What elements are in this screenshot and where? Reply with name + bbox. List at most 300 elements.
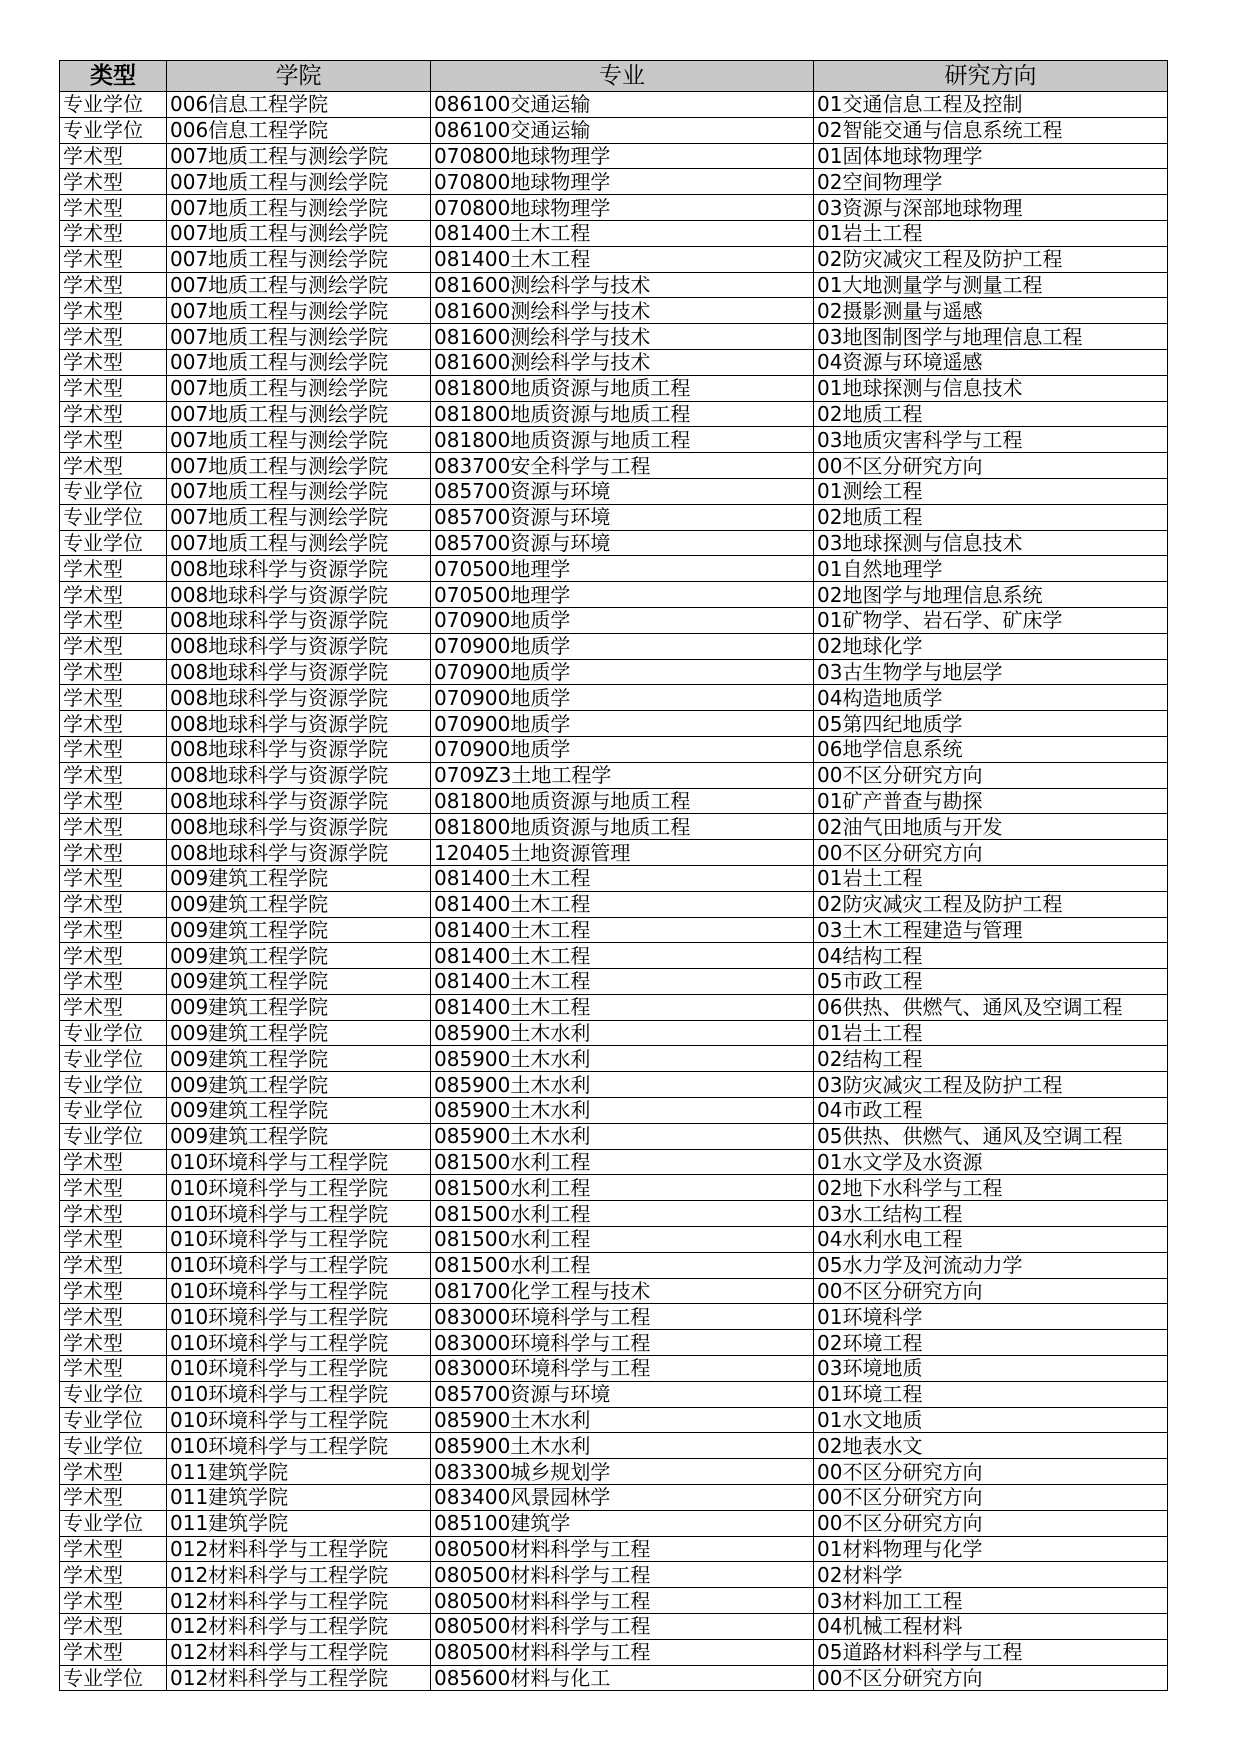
cell-major: 081400土木工程 [431,994,814,1020]
cell-college: 008地球科学与资源学院 [167,607,431,633]
cell-type: 学术型 [60,1614,167,1640]
cell-type: 学术型 [60,685,167,711]
cell-major: 081500水利工程 [431,1227,814,1253]
table-row [60,582,1168,608]
cell-research-direction: 00不区分研究方向 [814,1485,1168,1511]
cell-college: 007地质工程与测绘学院 [167,195,431,221]
table-row [60,1175,1168,1201]
cell-major: 120405土地资源管理 [431,840,814,866]
cell-type: 学术型 [60,1485,167,1511]
table-row [60,840,1168,866]
cell-college: 010环境科学与工程学院 [167,1330,431,1356]
cell-major: 070900地质学 [431,607,814,633]
cell-type: 学术型 [60,1175,167,1201]
cell-college: 009建筑工程学院 [167,917,431,943]
table-row [60,401,1168,427]
cell-major: 070800地球物理学 [431,195,814,221]
cell-research-direction: 03土木工程建造与管理 [814,917,1168,943]
cell-college: 009建筑工程学院 [167,1098,431,1124]
cell-type: 专业学位 [60,1407,167,1433]
table-row [60,1149,1168,1175]
table-row [60,143,1168,169]
table-row [60,1201,1168,1227]
cell-research-direction: 01环境工程 [814,1381,1168,1407]
cell-college: 008地球科学与资源学院 [167,685,431,711]
cell-type: 专业学位 [60,1072,167,1098]
cell-college: 010环境科学与工程学院 [167,1278,431,1304]
table-row [60,633,1168,659]
table-row [60,814,1168,840]
table-row [60,1278,1168,1304]
cell-type: 专业学位 [60,1510,167,1536]
cell-major: 085900土木水利 [431,1020,814,1046]
cell-type: 专业学位 [60,1020,167,1046]
cell-college: 008地球科学与资源学院 [167,736,431,762]
table-row [60,375,1168,401]
cell-research-direction: 01固体地球物理学 [814,143,1168,169]
cell-research-direction: 02摄影测量与遥感 [814,298,1168,324]
table-row [60,607,1168,633]
cell-research-direction: 03材料加工工程 [814,1588,1168,1614]
table-header-row [60,61,1168,92]
cell-college: 010环境科学与工程学院 [167,1433,431,1459]
table-row [60,1356,1168,1382]
cell-type: 专业学位 [60,117,167,143]
table-row [60,1433,1168,1459]
cell-research-direction: 01岩土工程 [814,220,1168,246]
cell-type: 学术型 [60,349,167,375]
table-row [60,298,1168,324]
cell-research-direction: 03资源与深部地球物理 [814,195,1168,221]
cell-type: 学术型 [60,1356,167,1382]
cell-type: 学术型 [60,272,167,298]
cell-major: 081800地质资源与地质工程 [431,788,814,814]
cell-major: 081800地质资源与地质工程 [431,401,814,427]
cell-college: 009建筑工程学院 [167,1072,431,1098]
cell-research-direction: 00不区分研究方向 [814,762,1168,788]
cell-major: 085900土木水利 [431,1407,814,1433]
cell-major: 080500材料科学与工程 [431,1614,814,1640]
cell-research-direction: 03地图制图学与地理信息工程 [814,324,1168,350]
cell-college: 012材料科学与工程学院 [167,1588,431,1614]
cell-type: 专业学位 [60,504,167,530]
table-row [60,1614,1168,1640]
cell-major: 085900土木水利 [431,1433,814,1459]
cell-major: 086100交通运输 [431,92,814,118]
cell-type: 学术型 [60,246,167,272]
cell-major: 085900土木水利 [431,1098,814,1124]
table-row [60,530,1168,556]
cell-major: 081500水利工程 [431,1149,814,1175]
table-row [60,92,1168,118]
table-row [60,711,1168,737]
cell-college: 011建筑学院 [167,1459,431,1485]
cell-type: 学术型 [60,607,167,633]
table-row [60,865,1168,891]
table-row [60,478,1168,504]
cell-college: 007地质工程与测绘学院 [167,298,431,324]
cell-research-direction: 03地质灾害科学与工程 [814,427,1168,453]
cell-college: 010环境科学与工程学院 [167,1201,431,1227]
cell-college: 007地质工程与测绘学院 [167,246,431,272]
cell-college: 009建筑工程学院 [167,865,431,891]
cell-major: 070900地质学 [431,685,814,711]
cell-research-direction: 05供热、供燃气、通风及空调工程 [814,1123,1168,1149]
cell-research-direction: 02油气田地质与开发 [814,814,1168,840]
table-row [60,736,1168,762]
cell-college: 009建筑工程学院 [167,1046,431,1072]
table-row [60,427,1168,453]
cell-type: 学术型 [60,917,167,943]
cell-type: 学术型 [60,814,167,840]
cell-research-direction: 02空间物理学 [814,169,1168,195]
cell-research-direction: 00不区分研究方向 [814,453,1168,479]
cell-major: 085700资源与环境 [431,478,814,504]
cell-type: 专业学位 [60,1098,167,1124]
cell-college: 007地质工程与测绘学院 [167,427,431,453]
cell-college: 008地球科学与资源学院 [167,556,431,582]
cell-major: 085700资源与环境 [431,504,814,530]
table-row [60,1665,1168,1691]
cell-college: 009建筑工程学院 [167,1020,431,1046]
cell-type: 学术型 [60,298,167,324]
cell-research-direction: 01岩土工程 [814,865,1168,891]
cell-type: 学术型 [60,659,167,685]
table-row [60,117,1168,143]
table-row [60,917,1168,943]
cell-research-direction: 03古生物学与地层学 [814,659,1168,685]
cell-major: 081400土木工程 [431,917,814,943]
table-row [60,1072,1168,1098]
cell-research-direction: 04资源与环境遥感 [814,349,1168,375]
cell-research-direction: 01水文地质 [814,1407,1168,1433]
cell-type: 学术型 [60,1278,167,1304]
cell-major: 081400土木工程 [431,865,814,891]
cell-major: 081600测绘科学与技术 [431,324,814,350]
header-college: 学院 [167,61,431,92]
cell-major: 070800地球物理学 [431,143,814,169]
cell-college: 010环境科学与工程学院 [167,1227,431,1253]
table-row [60,1227,1168,1253]
cell-college: 009建筑工程学院 [167,1123,431,1149]
cell-college: 012材料科学与工程学院 [167,1665,431,1691]
cell-major: 081600测绘科学与技术 [431,272,814,298]
cell-college: 008地球科学与资源学院 [167,814,431,840]
cell-college: 006信息工程学院 [167,92,431,118]
cell-type: 学术型 [60,220,167,246]
cell-research-direction: 04水利水电工程 [814,1227,1168,1253]
cell-major: 080500材料科学与工程 [431,1588,814,1614]
cell-research-direction: 02防灾减灾工程及防护工程 [814,246,1168,272]
cell-major: 081800地质资源与地质工程 [431,427,814,453]
cell-research-direction: 06地学信息系统 [814,736,1168,762]
cell-major: 083000环境科学与工程 [431,1304,814,1330]
cell-major: 081600测绘科学与技术 [431,349,814,375]
cell-major: 081500水利工程 [431,1175,814,1201]
table-row [60,324,1168,350]
cell-major: 0709Z3土地工程学 [431,762,814,788]
table-row [60,1639,1168,1665]
cell-type: 学术型 [60,1227,167,1253]
cell-major: 081400土木工程 [431,943,814,969]
cell-college: 010环境科学与工程学院 [167,1304,431,1330]
cell-major: 081400土木工程 [431,246,814,272]
cell-research-direction: 02地质工程 [814,504,1168,530]
cell-college: 008地球科学与资源学院 [167,582,431,608]
cell-major: 081400土木工程 [431,969,814,995]
program-table [59,60,1168,1691]
cell-type: 学术型 [60,736,167,762]
cell-type: 学术型 [60,1562,167,1588]
cell-major: 085900土木水利 [431,1123,814,1149]
cell-type: 学术型 [60,943,167,969]
cell-college: 010环境科学与工程学院 [167,1252,431,1278]
cell-college: 008地球科学与资源学院 [167,788,431,814]
table-row [60,1020,1168,1046]
cell-college: 010环境科学与工程学院 [167,1356,431,1382]
cell-research-direction: 05水力学及河流动力学 [814,1252,1168,1278]
cell-college: 007地质工程与测绘学院 [167,453,431,479]
table-row [60,556,1168,582]
cell-major: 070900地质学 [431,633,814,659]
cell-major: 070900地质学 [431,736,814,762]
cell-college: 010环境科学与工程学院 [167,1381,431,1407]
cell-type: 学术型 [60,1588,167,1614]
cell-type: 专业学位 [60,1123,167,1149]
cell-type: 学术型 [60,840,167,866]
cell-research-direction: 04构造地质学 [814,685,1168,711]
cell-type: 学术型 [60,375,167,401]
cell-college: 012材料科学与工程学院 [167,1639,431,1665]
cell-type: 学术型 [60,1149,167,1175]
cell-type: 学术型 [60,582,167,608]
table-row [60,1485,1168,1511]
cell-major: 086100交通运输 [431,117,814,143]
cell-research-direction: 02地球化学 [814,633,1168,659]
cell-research-direction: 05道路材料科学与工程 [814,1639,1168,1665]
cell-research-direction: 01材料物理与化学 [814,1536,1168,1562]
cell-college: 010环境科学与工程学院 [167,1407,431,1433]
cell-type: 学术型 [60,1639,167,1665]
cell-research-direction: 00不区分研究方向 [814,1459,1168,1485]
cell-research-direction: 04市政工程 [814,1098,1168,1124]
cell-major: 081500水利工程 [431,1201,814,1227]
cell-major: 083700安全科学与工程 [431,453,814,479]
cell-major: 085600材料与化工 [431,1665,814,1691]
cell-research-direction: 03环境地质 [814,1356,1168,1382]
cell-college: 007地质工程与测绘学院 [167,375,431,401]
cell-research-direction: 01大地测量学与测量工程 [814,272,1168,298]
cell-research-direction: 01水文学及水资源 [814,1149,1168,1175]
cell-research-direction: 05市政工程 [814,969,1168,995]
cell-research-direction: 01环境科学 [814,1304,1168,1330]
cell-college: 008地球科学与资源学院 [167,711,431,737]
cell-type: 学术型 [60,143,167,169]
cell-type: 学术型 [60,1304,167,1330]
table-row [60,195,1168,221]
cell-college: 011建筑学院 [167,1510,431,1536]
cell-major: 083000环境科学与工程 [431,1356,814,1382]
cell-college: 009建筑工程学院 [167,994,431,1020]
cell-college: 012材料科学与工程学院 [167,1536,431,1562]
table-row [60,1304,1168,1330]
cell-major: 085900土木水利 [431,1072,814,1098]
cell-research-direction: 02地质工程 [814,401,1168,427]
table-row [60,453,1168,479]
cell-research-direction: 01岩土工程 [814,1020,1168,1046]
cell-college: 007地质工程与测绘学院 [167,401,431,427]
cell-research-direction: 01地球探测与信息技术 [814,375,1168,401]
table-row [60,1098,1168,1124]
cell-college: 007地质工程与测绘学院 [167,272,431,298]
cell-college: 008地球科学与资源学院 [167,762,431,788]
cell-research-direction: 01交通信息工程及控制 [814,92,1168,118]
table-row [60,246,1168,272]
cell-college: 010环境科学与工程学院 [167,1149,431,1175]
cell-research-direction: 02材料学 [814,1562,1168,1588]
cell-type: 学术型 [60,1201,167,1227]
cell-major: 085100建筑学 [431,1510,814,1536]
cell-type: 学术型 [60,1330,167,1356]
cell-type: 学术型 [60,633,167,659]
cell-research-direction: 00不区分研究方向 [814,1665,1168,1691]
table-row [60,969,1168,995]
cell-type: 学术型 [60,762,167,788]
cell-major: 081700化学工程与技术 [431,1278,814,1304]
cell-college: 007地质工程与测绘学院 [167,504,431,530]
table-row [60,994,1168,1020]
cell-type: 学术型 [60,865,167,891]
cell-major: 081400土木工程 [431,891,814,917]
cell-type: 学术型 [60,324,167,350]
cell-major: 083300城乡规划学 [431,1459,814,1485]
cell-type: 学术型 [60,711,167,737]
cell-type: 专业学位 [60,530,167,556]
header-research-direction: 研究方向 [814,61,1168,92]
cell-major: 085700资源与环境 [431,530,814,556]
cell-major: 070900地质学 [431,711,814,737]
cell-research-direction: 02地表水文 [814,1433,1168,1459]
cell-type: 专业学位 [60,478,167,504]
cell-college: 007地质工程与测绘学院 [167,478,431,504]
cell-major: 070800地球物理学 [431,169,814,195]
table-row [60,504,1168,530]
cell-college: 012材料科学与工程学院 [167,1614,431,1640]
cell-research-direction: 02环境工程 [814,1330,1168,1356]
cell-type: 学术型 [60,1459,167,1485]
cell-type: 专业学位 [60,1046,167,1072]
cell-research-direction: 02地下水科学与工程 [814,1175,1168,1201]
header-major: 专业 [431,61,814,92]
cell-research-direction: 01自然地理学 [814,556,1168,582]
cell-type: 学术型 [60,427,167,453]
cell-research-direction: 02结构工程 [814,1046,1168,1072]
cell-college: 007地质工程与测绘学院 [167,530,431,556]
cell-research-direction: 03水工结构工程 [814,1201,1168,1227]
header-type: 类型 [60,61,167,92]
program-table-sheet [59,60,1167,1691]
table-row [60,685,1168,711]
table-row [60,1536,1168,1562]
cell-research-direction: 06供热、供燃气、通风及空调工程 [814,994,1168,1020]
table-row [60,1381,1168,1407]
cell-major: 085700资源与环境 [431,1381,814,1407]
cell-type: 专业学位 [60,1381,167,1407]
cell-type: 学术型 [60,556,167,582]
table-row [60,762,1168,788]
table-row [60,1330,1168,1356]
table-row [60,943,1168,969]
cell-type: 专业学位 [60,1665,167,1691]
cell-type: 专业学位 [60,92,167,118]
cell-major: 070900地质学 [431,659,814,685]
cell-major: 081800地质资源与地质工程 [431,814,814,840]
table-row [60,891,1168,917]
table-row [60,349,1168,375]
cell-college: 007地质工程与测绘学院 [167,349,431,375]
cell-college: 007地质工程与测绘学院 [167,143,431,169]
cell-major: 080500材料科学与工程 [431,1639,814,1665]
cell-research-direction: 03地球探测与信息技术 [814,530,1168,556]
table-row [60,1407,1168,1433]
table-row [60,1588,1168,1614]
cell-type: 学术型 [60,195,167,221]
cell-research-direction: 03防灾减灾工程及防护工程 [814,1072,1168,1098]
cell-major: 085900土木水利 [431,1046,814,1072]
cell-college: 012材料科学与工程学院 [167,1562,431,1588]
cell-college: 006信息工程学院 [167,117,431,143]
cell-college: 008地球科学与资源学院 [167,659,431,685]
cell-college: 007地质工程与测绘学院 [167,220,431,246]
table-row [60,659,1168,685]
table-body [60,92,1168,1691]
table-row [60,1562,1168,1588]
table-row [60,1046,1168,1072]
cell-college: 010环境科学与工程学院 [167,1175,431,1201]
cell-research-direction: 01矿产普查与勘探 [814,788,1168,814]
cell-type: 专业学位 [60,1433,167,1459]
cell-research-direction: 04结构工程 [814,943,1168,969]
table-row [60,1459,1168,1485]
cell-major: 081800地质资源与地质工程 [431,375,814,401]
cell-type: 学术型 [60,969,167,995]
cell-research-direction: 02防灾减灾工程及防护工程 [814,891,1168,917]
cell-type: 学术型 [60,1536,167,1562]
cell-major: 081500水利工程 [431,1252,814,1278]
cell-research-direction: 00不区分研究方向 [814,1510,1168,1536]
cell-major: 080500材料科学与工程 [431,1562,814,1588]
table-row [60,1123,1168,1149]
table-row [60,220,1168,246]
cell-major: 070500地理学 [431,582,814,608]
table-row [60,169,1168,195]
cell-major: 081600测绘科学与技术 [431,298,814,324]
cell-research-direction: 02智能交通与信息系统工程 [814,117,1168,143]
cell-research-direction: 00不区分研究方向 [814,840,1168,866]
cell-research-direction: 00不区分研究方向 [814,1278,1168,1304]
cell-major: 083000环境科学与工程 [431,1330,814,1356]
cell-college: 009建筑工程学院 [167,943,431,969]
cell-type: 学术型 [60,453,167,479]
table-row [60,1510,1168,1536]
table-row [60,1252,1168,1278]
cell-type: 学术型 [60,169,167,195]
cell-college: 008地球科学与资源学院 [167,633,431,659]
cell-college: 009建筑工程学院 [167,891,431,917]
cell-college: 008地球科学与资源学院 [167,840,431,866]
cell-college: 011建筑学院 [167,1485,431,1511]
cell-major: 081400土木工程 [431,220,814,246]
